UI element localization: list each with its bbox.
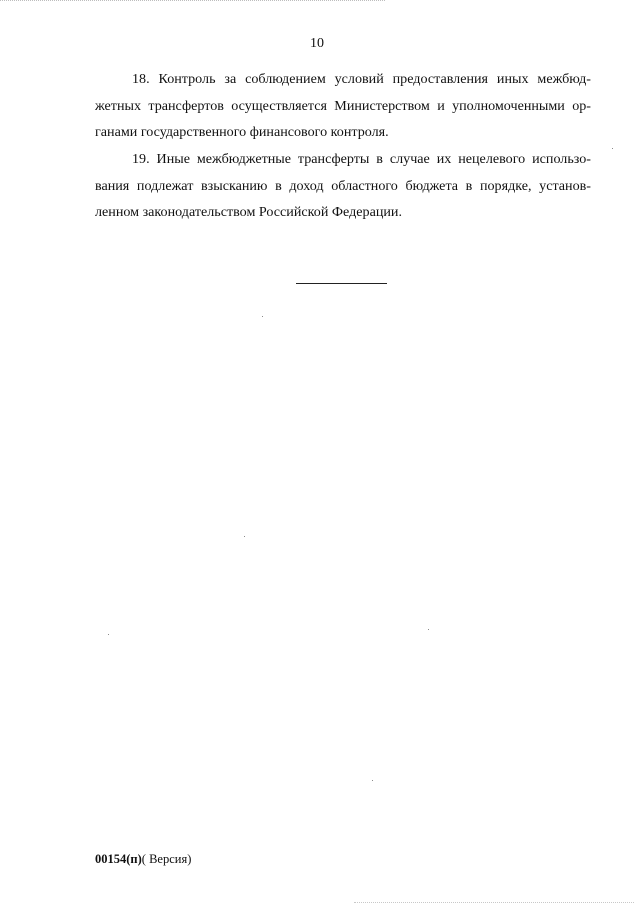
bottom-scan-edge <box>354 902 634 903</box>
scan-speck <box>428 629 429 630</box>
paragraph-18: 18. Контроль за соблюдением условий предоставления иных межбюджетных трансфертов осуществляется Министерством и уполномоченными органами государственного финансового контроля. <box>95 71 591 140</box>
document-footer-code <box>95 852 191 867</box>
top-scan-edge <box>0 0 385 1</box>
page-number: 10 <box>310 36 324 51</box>
footer-code: 00154(п) <box>95 852 142 866</box>
footer-version: ( Версия) <box>141 852 192 866</box>
scan-speck <box>108 634 109 635</box>
scan-speck <box>372 780 373 781</box>
paragraph-19: 19. Иные межбюджетные трансферты в случае их нецелевого использования подлежат взысканию в доход областного бюджета в порядке, установленном законодательством Российской Федерации. <box>95 151 591 220</box>
scan-speck <box>244 536 245 537</box>
end-separator-line <box>296 283 387 284</box>
scan-speck <box>262 316 263 317</box>
scan-speck <box>612 148 613 149</box>
